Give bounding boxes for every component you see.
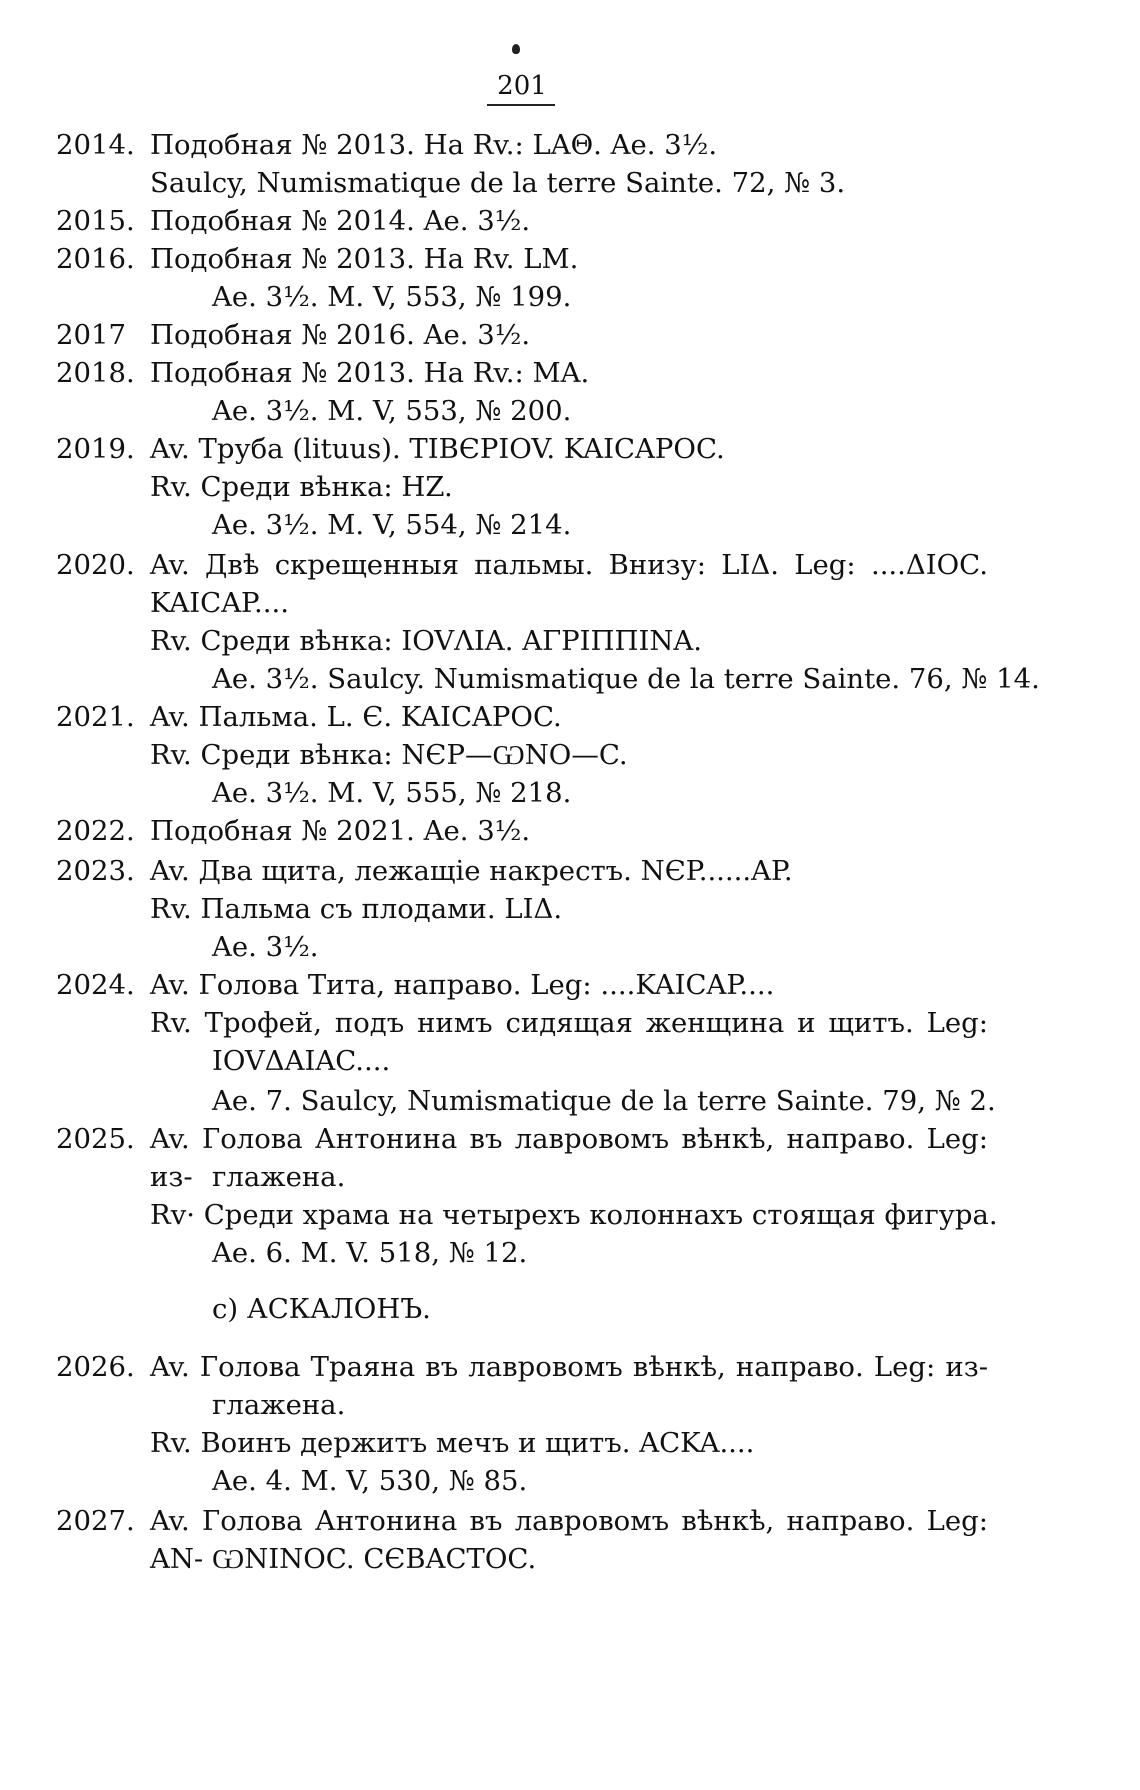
section-heading: c) АСКАЛОНЪ. [212, 1293, 431, 1325]
entry-text: Ae. 6. M. V. 518, № 12. [212, 1237, 528, 1269]
entry-text: глажена. [212, 1389, 346, 1421]
entry-text: Av. Двѣ скрещенныя пальмы. Внизу: LIΔ. Leg: ....ΔIOC. [150, 549, 988, 581]
entry-text: Ae. 3½. M. V, 553, № 200. [212, 395, 572, 427]
entry-text: Rv. Среди вѣнка: HZ. [150, 471, 453, 503]
entry-number: 2022. [56, 815, 135, 847]
entry-text: KAICAP.... [150, 587, 289, 619]
entry-text: Rv. Среди вѣнка: IOVΛIA. AΓPIΠΠINA. [150, 625, 703, 657]
entry-number: 2024. [56, 969, 135, 1001]
entry-text: Подобная № 2013. На Rv.: MA. [150, 357, 590, 389]
entry-text: Ae. 7. Saulcy, Numismatique de la terre Sainte. 79, № 2. [212, 1085, 996, 1117]
entry-number: 2018. [56, 357, 135, 389]
entry-number: 2014. [56, 129, 135, 161]
entry-number: 2016. [56, 243, 135, 275]
entry-text: Saulcy, Numismatique de la terre Sainte. 72, № 3. [150, 167, 846, 199]
entry-text: Подобная № 2016. Ae. 3½. [150, 319, 531, 351]
entry-text: Подобная № 2013. На Rv.: LAΘ. Ae. 3½. [150, 129, 718, 161]
entry-text: Rv. Трофей, подъ нимъ сидящая женщина и щитъ. Leg: [150, 1007, 988, 1039]
entry-number: 2017 [56, 319, 126, 351]
entry-text: Rv· Среди храма на четырехъ колоннахъ стоящая фигура. [150, 1199, 998, 1231]
entry-text: Ae. 3½. M. V, 553, № 199. [212, 281, 572, 313]
entry-text: Rv. Пальма съ плодами. LIΔ. [150, 893, 563, 925]
entry-number: 2019. [56, 433, 135, 465]
entry-text: Подобная № 2014. Ae. 3½. [150, 205, 531, 237]
entry-number: 2025. [56, 1123, 135, 1155]
entry-number: 2020. [56, 549, 135, 581]
entry-text: Подобная № 2021. Ae. 3½. [150, 815, 531, 847]
entry-text: IOVΔAIAC.... [212, 1045, 391, 1077]
entry-text: Av. Голова Тита, направо. Leg: ....KAICAP.... [150, 969, 775, 1001]
entry-text: Av. Труба (lituus). TIBЄPIOV. KAICAPOC. [150, 433, 725, 465]
entry-number: 2023. [56, 855, 135, 887]
entry-text: Ae. 3½. M. V, 555, № 218. [212, 777, 572, 809]
entry-text: Ae. 4. M. V, 530, № 85. [212, 1465, 528, 1497]
entry-number: 2015. [56, 205, 135, 237]
entry-text: ѠNINOC. CЄBACTOC. [212, 1543, 537, 1575]
entry-text: Av. Пальма. L. Є. KAICAPOC. [150, 701, 562, 733]
entry-text: Rv. Среди вѣнка: NЄP—ѠNO—C. [150, 739, 628, 771]
ink-speck [512, 44, 520, 54]
entry-text: Av. Два щита, лежащіе накрестъ. NЄP......AP. [150, 855, 793, 887]
entry-text: Av. Голова Антонина въ лавровомъ вѣнкѣ, направо. Leg: из- [150, 1123, 988, 1193]
entry-text: Av. Голова Траяна въ лавровомъ вѣнкѣ, направо. Leg: из- [150, 1351, 988, 1383]
entry-text: глажена. [212, 1161, 346, 1193]
entry-text: Ae. 3½. [212, 931, 319, 963]
entry-text: Подобная № 2013. На Rv. LM. [150, 243, 579, 275]
entry-text: Ae. 3½. M. V, 554, № 214. [212, 509, 572, 541]
page-number-rule [487, 104, 555, 106]
entry-text: Rv. Воинъ держитъ мечъ и щитъ. ACKA.... [150, 1427, 755, 1459]
page-number: 201 [497, 71, 547, 101]
entry-number: 2027. [56, 1505, 135, 1537]
entry-text: Ae. 3½. Saulcy. Numismatique de la terre Sainte. 76, № 14. [212, 663, 1040, 695]
entry-number: 2021. [56, 701, 135, 733]
entry-text: Av. Голова Антонина въ лавровомъ вѣнкѣ, направо. Leg: AN- [150, 1505, 988, 1575]
entry-number: 2026. [56, 1351, 135, 1383]
